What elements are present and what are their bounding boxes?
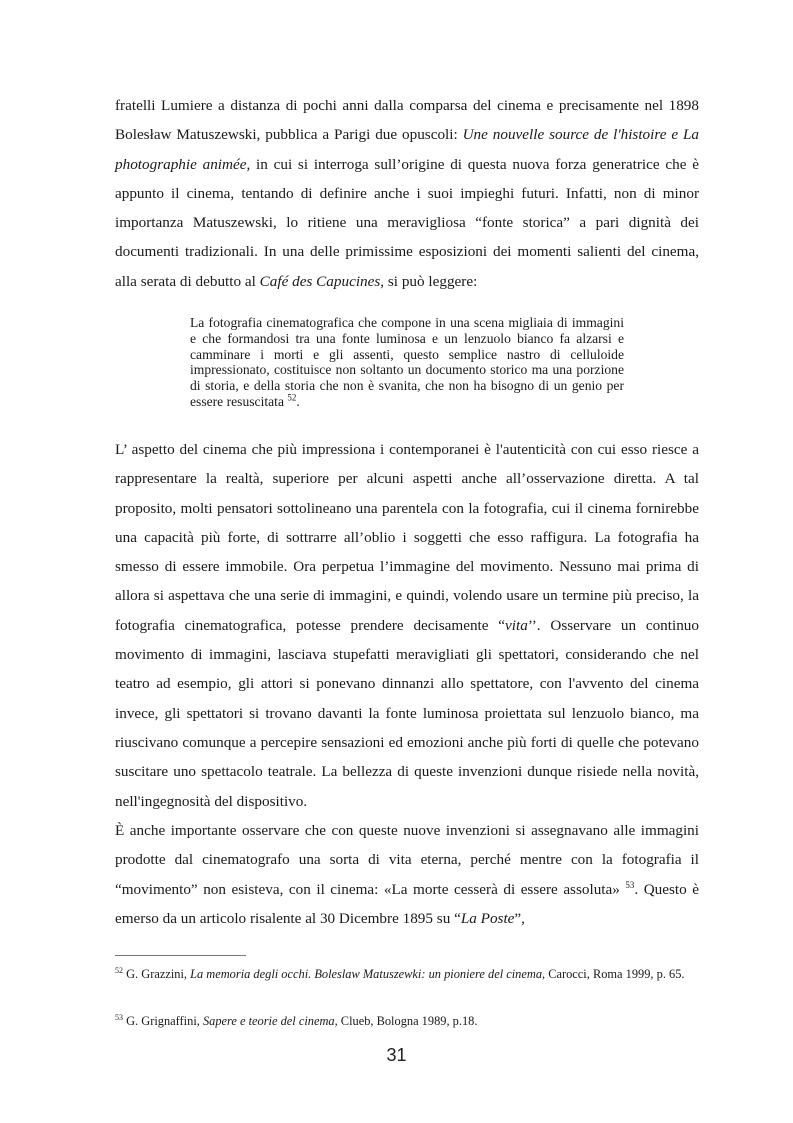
- italic-venue-name: Café des Capucines: [259, 272, 381, 290]
- paragraph-text: , si può leggere:: [380, 272, 478, 290]
- paragraph-text: ”,: [514, 909, 525, 927]
- quote-end: .: [296, 393, 300, 409]
- italic-newspaper-title: La Poste: [460, 909, 515, 927]
- footnote-text: , Clueb, Bologna 1989, p.18.: [334, 1014, 478, 1028]
- quote-text: La fotografia cinematografica che compone in una scena migliaia di immagini e che formandosi tra una fonte luminosa e un lenzuolo bianco fa alzarsi e camminare i morti e gli assenti, questo semplice nastro di celluloide impressionato, costituisce non soltanto un documento storico ma una porzione di storia, e della storia che non è svanita, che non ha bisogno di un genio per essere resuscitata: [190, 315, 624, 409]
- italic-book-titles: Une nouvelle source de l'histoire e La photographie animée,: [115, 126, 700, 173]
- paragraph-text: L’ aspetto del cinema che più impressiona i contemporanei è l'autenticità con cui esso riesce a rappresentare la realtà, superiore per alcuni aspetti anche all’osservazione diretta. A tal proposito, molti pensatori sottolineano una parentela con la fotografia, cui il cinema fornirebbe una capacità più forte, di sottrarre all’oblio i soggetti che esso raffigura. La fotografia ha smesso di essere immobile. Ora perpetua l’immagine del movimento. Nessuno mai prima di allora si aspettava che una serie di immagini, e quindi, volendo usare un termine più preciso, la fotografia cinematografica, potesse prendere decisamente “: [115, 441, 699, 634]
- body-paragraph: [115, 816, 699, 933]
- footnote-separator: [115, 955, 246, 956]
- italic-word: vita: [505, 616, 528, 634]
- paragraph-text: È anche importante osservare che con queste nuove invenzioni si assegnavano alle immagini prodotte dal cinematografo una sorta di vita eterna, perché mentre con la fotografia il “movimento” non esisteva, con il cinema: «La morte cesserà di essere assoluta»: [115, 822, 699, 898]
- paragraph-text: fratelli Lumiere a distanza di pochi anni dalla comparsa del cinema e precisamente nel 1898 Bolesław Matuszewski, pubblica a Parigi due opuscoli:: [115, 97, 699, 144]
- footnote-reference[interactable]: 52: [287, 392, 297, 403]
- paragraph-text: ’’. Osservare un continuo movimento di immagini, lasciava stupefatti meravigliati gli spettatori, considerando che nel teatro ad esempio, gli attori si ponevano dinnanzi allo spettatore, con l'avvento del cinema invece, gli spettatori si trovano davanti la fonte luminosa proiettata sul lenzuolo bianco, ma riuscivano comunque a percepire sensazioni ed emozioni anche più forti di quelle che potevano suscitare uno spettacolo teatrale. La bellezza di queste invenzioni dunque risiede nella novità, nell'ingegnosità del dispositivo.: [115, 616, 699, 810]
- footnote-text: G. Grazzini,: [123, 967, 191, 981]
- footnote-title: La memoria degli occhi. Boleslaw Matuszewki: un pioniere del cinema: [190, 967, 543, 981]
- footnote-number: 52: [115, 965, 123, 975]
- paragraph-text: . Questo è emerso da un articolo risalente al 30 Dicembre 1895 su “: [115, 880, 699, 927]
- footnote: [115, 966, 699, 984]
- block-quote: [190, 315, 624, 410]
- page-number: 31: [386, 1045, 407, 1065]
- body-paragraph: [115, 91, 699, 296]
- footnote-text: , Carocci, Roma 1999, p. 65.: [542, 967, 685, 981]
- footnote-title: Sapere e teorie del cinema: [202, 1014, 335, 1028]
- paragraph-text: in cui si interroga sull’origine di questa nuova forza generatrice che è appunto il cinema, tentando di definire anche i suoi impieghi futuri. Infatti, non di minor importanza Matuszewski, lo ritiene una meravigliosa “fonte storica” a pari dignità dei documenti tradizionali. In una delle primissime esposizioni dei momenti salienti del cinema, alla serata di debutto al: [115, 155, 699, 290]
- footnote-reference[interactable]: 53: [625, 879, 635, 890]
- body-paragraph: [115, 435, 699, 816]
- footnote: [115, 1013, 699, 1031]
- footnote-text: G. Grignaffini,: [123, 1014, 203, 1028]
- footnote-number: 53: [115, 1012, 123, 1022]
